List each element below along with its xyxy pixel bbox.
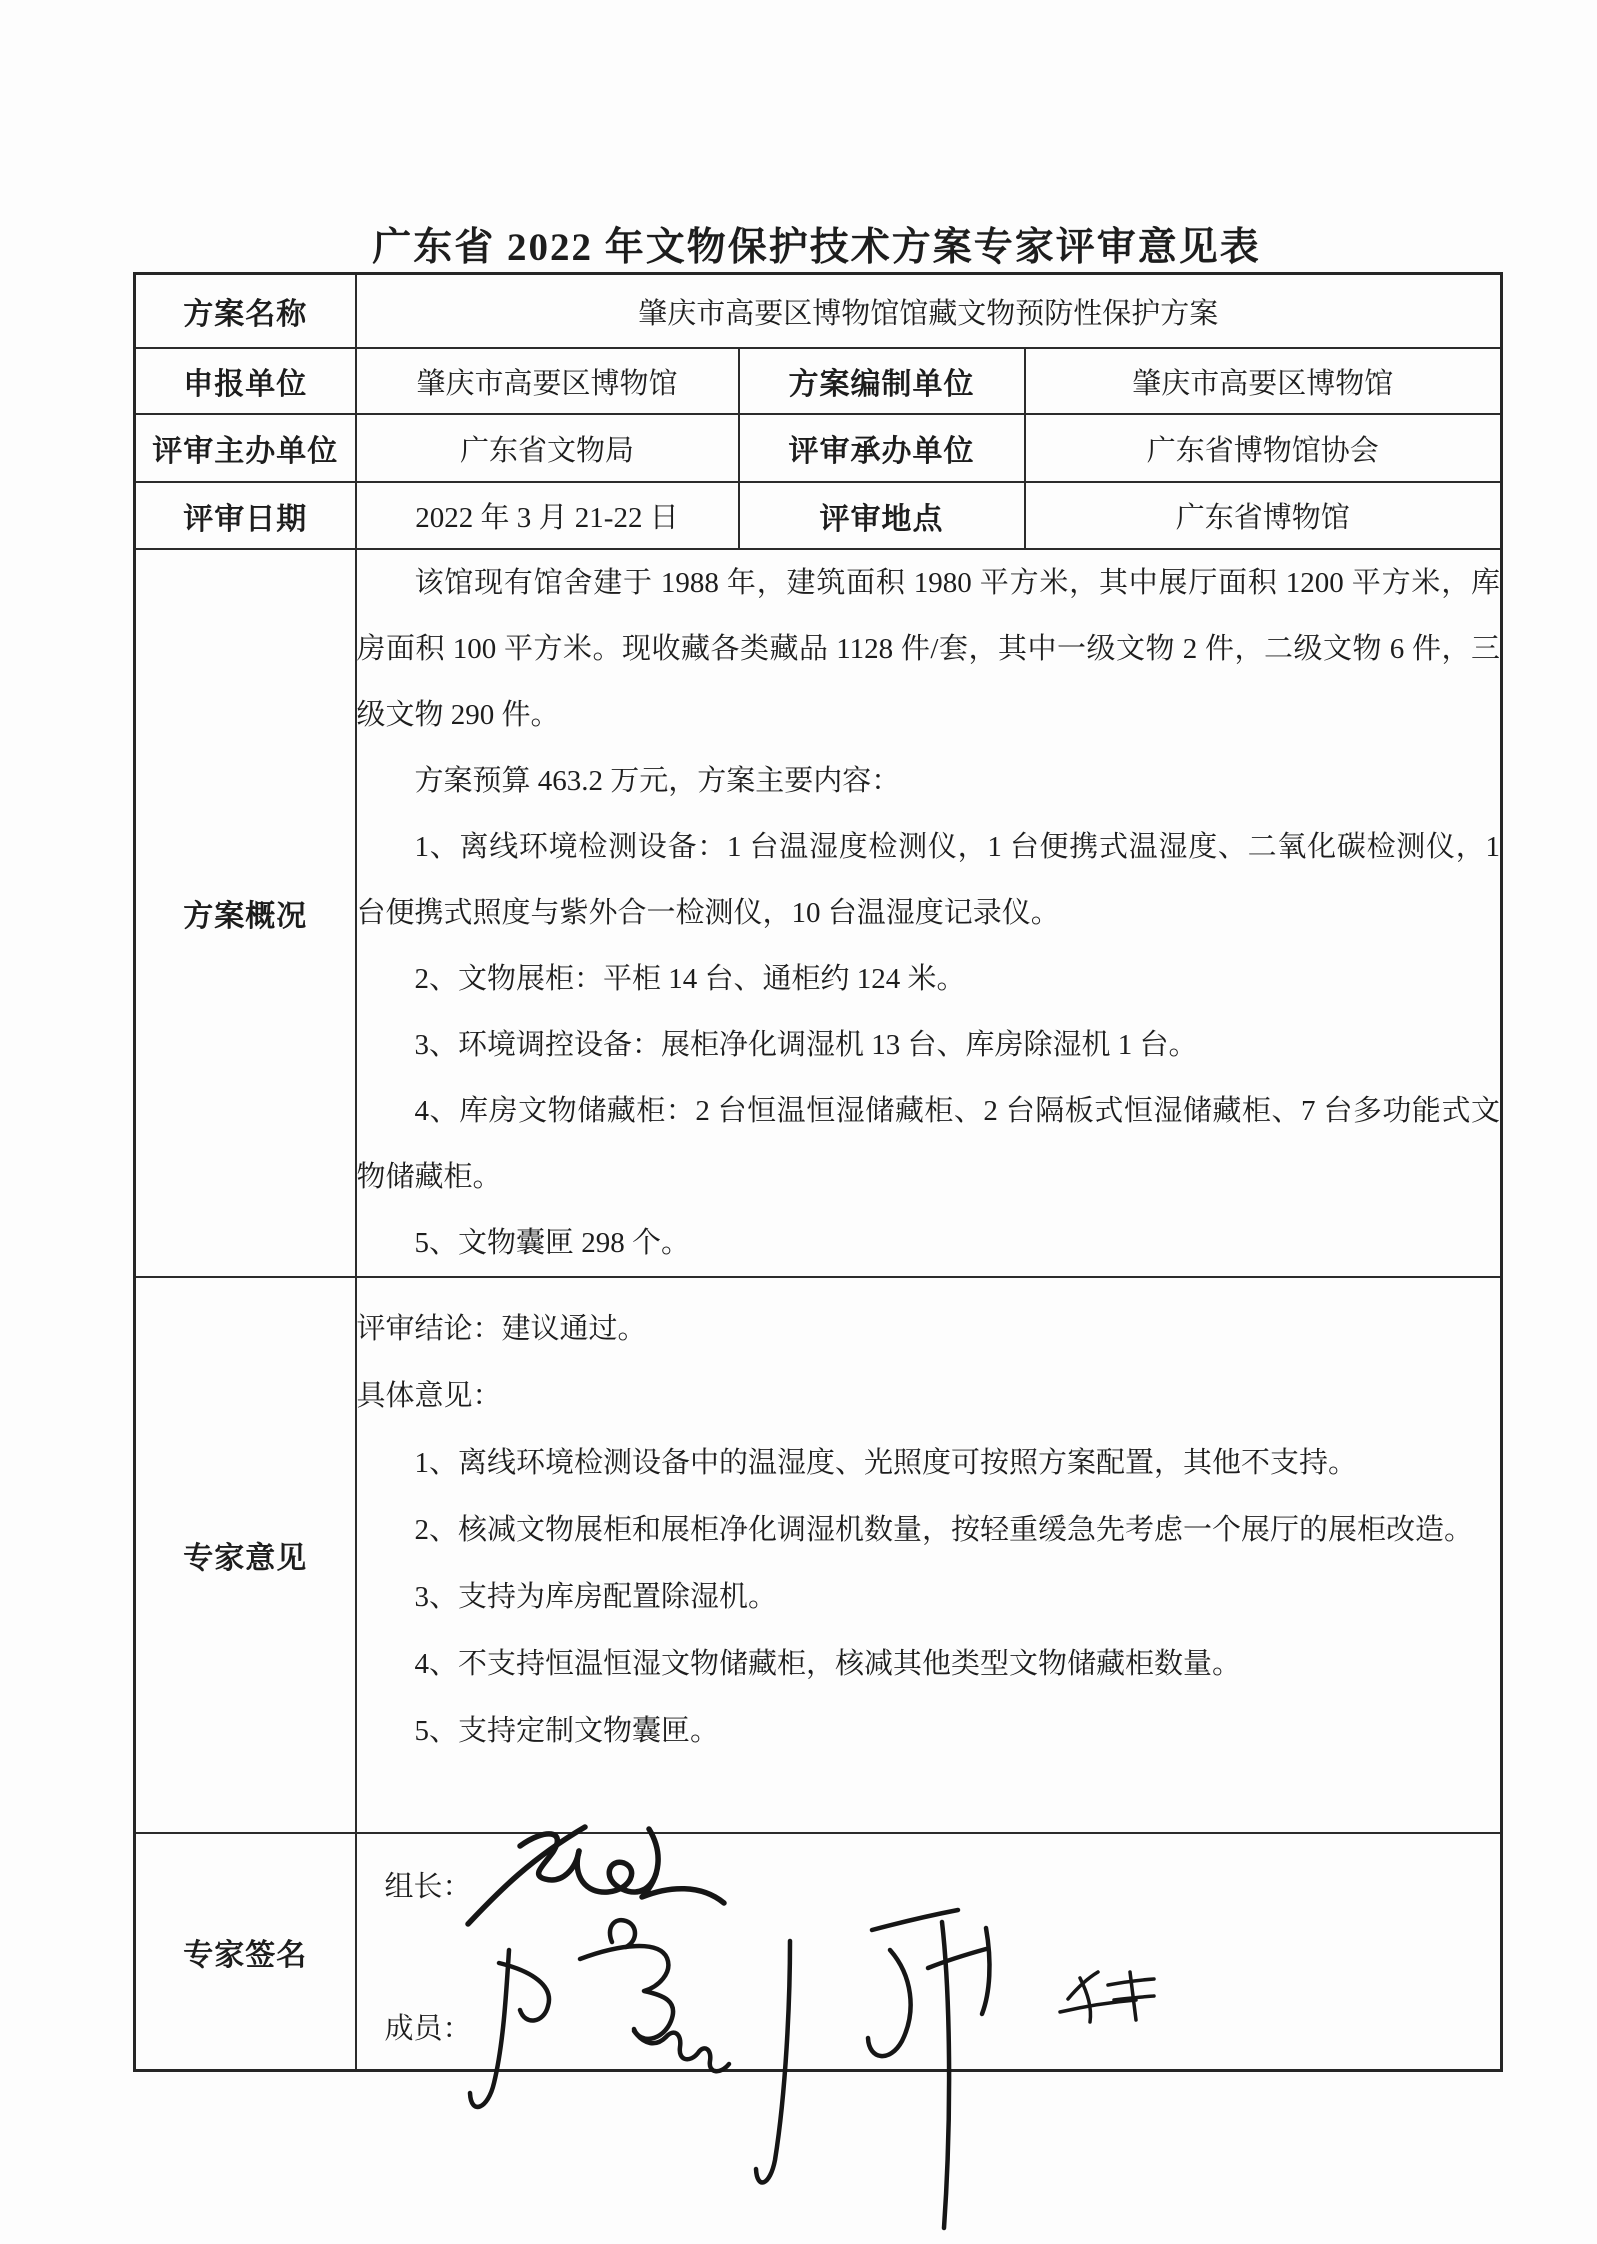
label-review-organizer: 评审承办单位 (739, 414, 1025, 482)
plan-overview-content (356, 549, 1502, 1277)
overview-paragraph: 4、库房文物储藏柜：2 台恒温恒湿储藏柜、2 台隔板式恒湿储藏柜、7 台多功能式文物储藏柜。 (356, 1095, 1500, 1193)
opinion-line: 1、离线环境检测设备中的温湿度、光照度可按照方案配置，其他不支持。 (414, 1447, 1358, 1479)
label-expert-opinions: 专家意见 (135, 1277, 356, 1833)
label-review-date: 评审日期 (135, 482, 356, 549)
overview-paragraph: 1、离线环境检测设备：1 台温湿度检测仪，1 台便携式温湿度、二氧化碳检测仪，1 台便携式照度与紫外合一检测仪，10 台温湿度记录仪。 (356, 831, 1500, 929)
label-plan-name: 方案名称 (135, 274, 356, 349)
row-review-date (135, 482, 1502, 549)
value-review-organizer: 广东省博物馆协会 (1025, 414, 1502, 482)
member-signature-label: 成员： (384, 2013, 472, 2045)
overview-paragraph: 方案预算 463.2 万元，方案主要内容： (414, 765, 901, 797)
opinion-line: 评审结论：建议通过。 (356, 1313, 647, 1345)
row-expert-signatures (135, 1833, 1502, 2071)
value-review-date: 2022 年 3 月 21-22 日 (356, 482, 739, 549)
value-review-host: 广东省文物局 (356, 414, 739, 482)
expert-opinions-content (356, 1277, 1502, 1833)
opinion-line: 具体意见： (356, 1380, 502, 1412)
opinion-line: 3、支持为库房配置除湿机。 (414, 1581, 778, 1613)
label-plan-overview: 方案概况 (135, 549, 356, 1277)
review-form-table (133, 272, 1503, 2072)
overview-paragraph: 3、环境调控设备：展柜净化调湿机 13 台、库房除湿机 1 台。 (414, 1029, 1198, 1061)
row-plan-name (135, 274, 1502, 349)
row-applicant (135, 348, 1502, 414)
expert-signatures-content (356, 1833, 1502, 2071)
label-applicant: 申报单位 (135, 348, 356, 414)
row-plan-overview (135, 549, 1502, 1277)
leader-signature-label: 组长： (384, 1871, 472, 1903)
label-review-host: 评审主办单位 (135, 414, 356, 482)
document-title: 广东省 2022 年文物保护技术方案专家评审意见表 (372, 226, 1261, 269)
overview-paragraph: 该馆现有馆舍建于 1988 年，建筑面积 1980 平方米，其中展厅面积 1200 平方米，库房面积 100 平方米。现收藏各类藏品 1128 件/套，其中一级文物 2 件，二级文物 6 件，三级文物 290 件。 (356, 567, 1500, 731)
label-expert-signatures: 专家签名 (135, 1833, 356, 2071)
value-plan-name: 肇庆市高要区博物馆馆藏文物预防性保护方案 (356, 274, 1502, 349)
overview-paragraph: 2、文物展柜：平柜 14 台、通柜约 124 米。 (414, 963, 966, 995)
value-review-place: 广东省博物馆 (1025, 482, 1502, 549)
opinion-line: 4、不支持恒温恒湿文物储藏柜，核减其他类型文物储藏柜数量。 (414, 1648, 1242, 1680)
row-expert-opinions (135, 1277, 1502, 1833)
opinion-line: 2、核减文物展柜和展柜净化调湿机数量，按轻重缓急先考虑一个展厅的展柜改造。 (414, 1514, 1474, 1546)
value-plan-maker: 肇庆市高要区博物馆 (1025, 348, 1502, 414)
label-review-place: 评审地点 (739, 482, 1025, 549)
overview-paragraph: 5、文物囊匣 298 个。 (414, 1227, 691, 1259)
label-plan-maker: 方案编制单位 (739, 348, 1025, 414)
opinion-line: 5、支持定制文物囊匣。 (414, 1715, 720, 1747)
row-review-host (135, 414, 1502, 482)
value-applicant: 肇庆市高要区博物馆 (356, 348, 739, 414)
